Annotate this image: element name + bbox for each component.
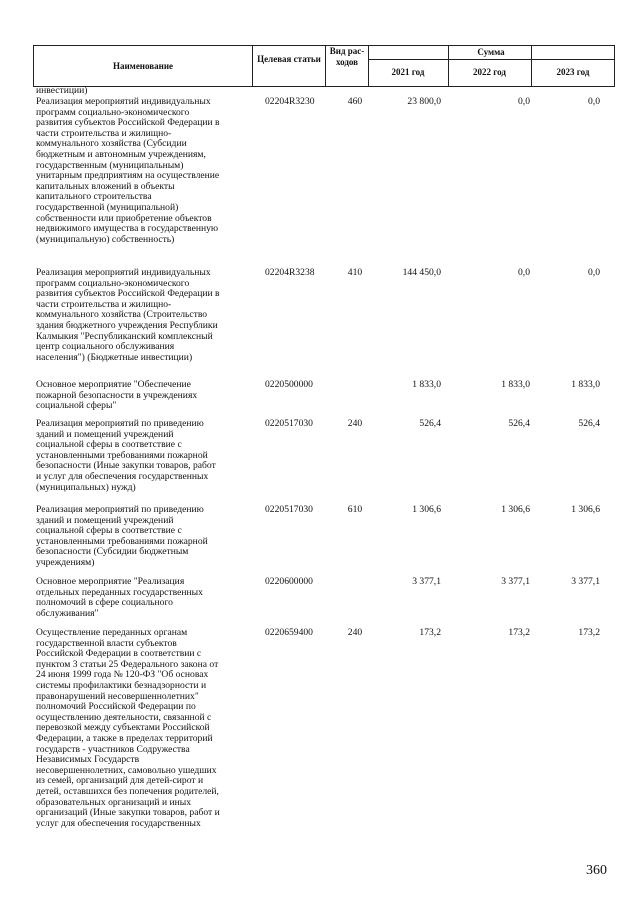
row-vid: 610 [347,504,363,515]
row-value-2023: 173,2 [578,627,600,638]
row-name: Реализация мероприятий по приведению зданий и помещений учреждений социальной сферы в соответствие с установленными требованиями пожарной безопасности (Субсидии бюджетным учреждениям) [36,504,208,568]
row-vid: 410 [347,267,363,278]
row-name: Основное мероприятие "Реализация отдельных переданных государственных полномочий в сфере социального обслуживания" [36,576,203,619]
row-code: 0220659400 [265,627,313,638]
row-value-2021: 1 306,6 [412,504,441,515]
row-name: Основное мероприятие "Обеспечение пожарной безопасности в учреждениях социальной сферы" [36,379,198,412]
row-value-2022: 0,0 [518,96,530,107]
row-name: Осуществление переданных органам государственной власти субъектов Российской Федерации в соответствии с пунктом 3 статьи 25 Федерального закона от 24 июня 1999 года № 120-ФЗ "Об основах системы профилактики безнадзорности и правонарушений несовершеннолетних" полномочий Российской Федерации по осуществлению деятельности, связанной с перевозкой между субъектами Российской Федерации, а также в пределах территорий государств - участников Содружества Независимых Государств несовершеннолетних, самовольно ушедших из семей, организаций для детей-сирот и детей, оставшихся без попечения родителей, образовательных организаций и иных организаций (Иные закупки товаров, работ и услуг для обеспечения государственных [36,627,220,829]
row-value-2022: 526,4 [508,418,530,429]
row-value-2021: 23 800,0 [407,96,441,107]
row-value-2023: 1 306,6 [571,504,600,515]
row-name: Реализация мероприятий индивидуальных программ социально-экономического развития субъектов Российской Федерации в части строительства и жилищно- коммунального хозяйства (Субсидии бюджетным и автономным учреждениям, государственным (муниципальным) унитарным предприятиям на осуществление капитальных вложений в объекты капитального строительства государственной (муниципальной) собственности или приобретение объектов недвижимого имущества в государственную (муниципальную) собственность) [36,96,220,245]
row-value-2021: 173,2 [419,627,441,638]
row-name: инвестиции) [36,85,88,96]
header-sum: Сумма [477,47,505,57]
row-code: 0220517030 [265,418,313,429]
row-value-2021: 1 833,0 [412,379,441,390]
page-number: 360 [586,863,607,878]
row-value-2023: 0,0 [588,96,600,107]
row-vid: 240 [347,627,363,638]
row-code: 02204R3238 [265,267,315,278]
row-value-2023: 526,4 [578,418,600,429]
row-vid: 240 [347,418,363,429]
row-code: 0220517030 [265,504,313,515]
row-value-2023: 0,0 [588,267,600,278]
row-name: Реализация мероприятий индивидуальных программ социально-экономического развития субъектов Российской Федерации в части строительства и жилищно- коммунального хозяйства (Строительство здания бюджетного учреждения Республики Калмыкия "Республиканский комплексный центр социального обслуживания населения") (Бюджетные инвестиции) [36,267,220,363]
row-value-2022: 1 833,0 [501,379,530,390]
header-name: Наименование [113,61,173,71]
row-vid: 460 [347,96,363,107]
row-value-2021: 3 377,1 [412,576,441,587]
header-code: Целевая статьи [257,54,321,64]
row-value-2022: 173,2 [508,627,530,638]
row-value-2022: 0,0 [518,267,530,278]
header-year-2023: 2023 год [556,67,590,77]
header-year-2022: 2022 год [473,67,506,77]
row-code: 0220500000 [265,379,313,390]
row-value-2023: 3 377,1 [571,576,600,587]
table-header [33,45,615,87]
row-code: 0220600000 [265,576,313,587]
header-year-2021: 2021 год [391,67,425,77]
row-value-2023: 1 833,0 [571,379,600,390]
row-value-2021: 144 450,0 [402,267,441,278]
row-value-2022: 1 306,6 [501,504,530,515]
row-name: Реализация мероприятий по приведению зданий и помещений учреждений социальной сферы в соответствие с установленными требованиями пожарной безопасности (Иные закупки товаров, работ и услуг для обеспечения государственных (муниципальных) нужд) [36,418,216,493]
row-value-2021: 526,4 [419,418,441,429]
header-vid: Вид рас-ходов [329,46,365,67]
row-code: 02204R3230 [265,96,315,107]
row-value-2022: 3 377,1 [501,576,530,587]
